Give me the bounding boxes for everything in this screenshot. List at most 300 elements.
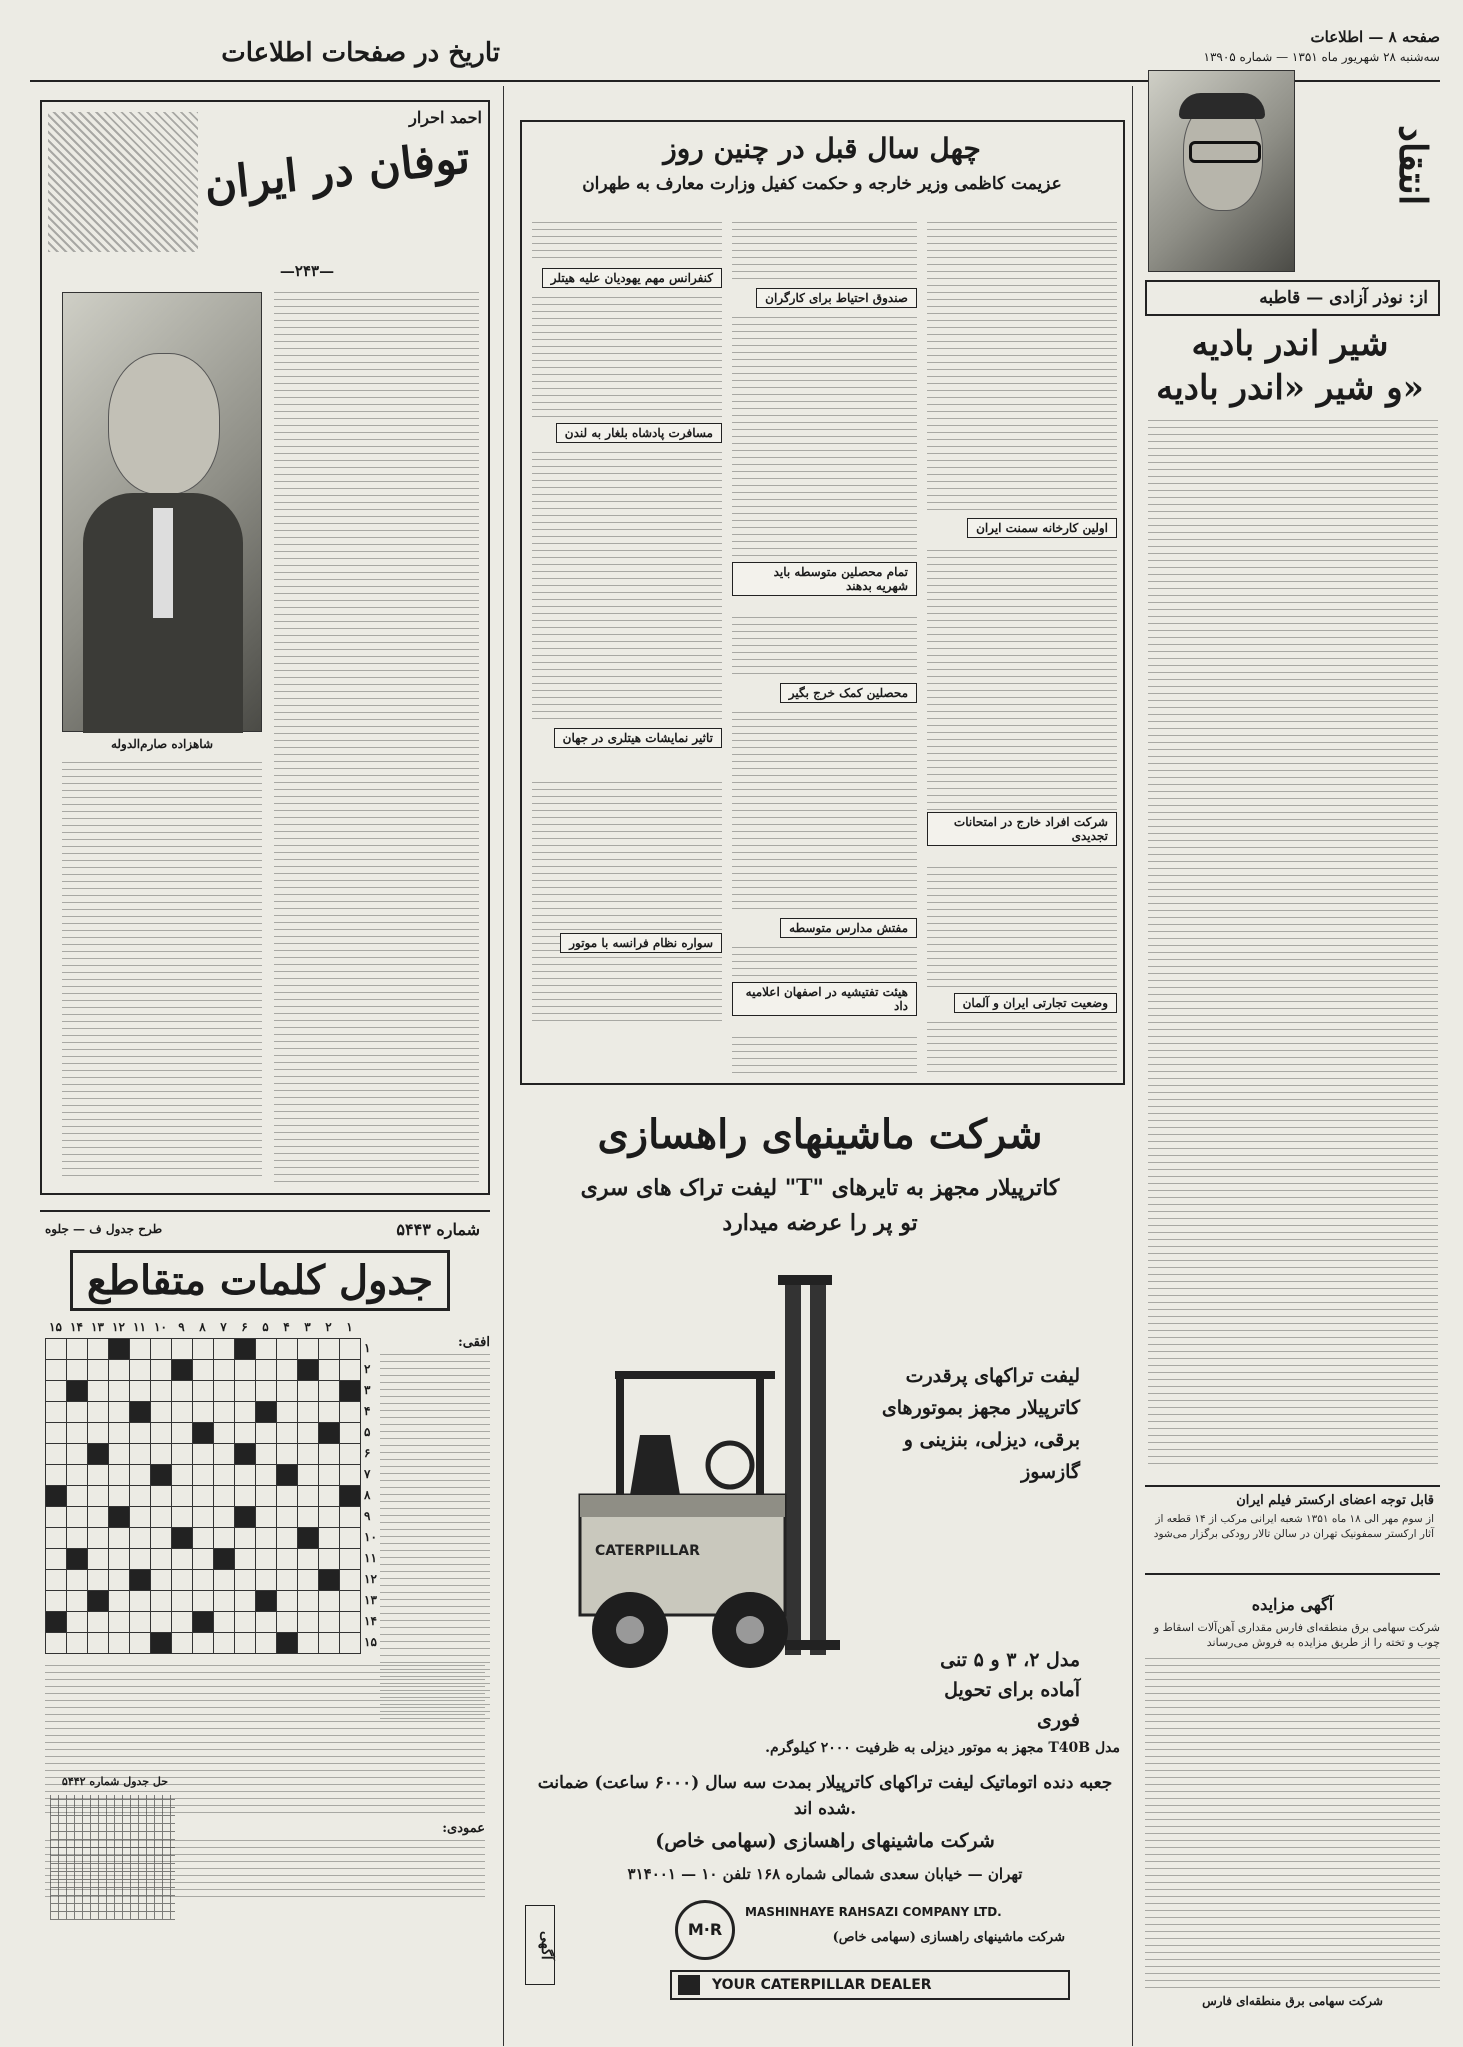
crossword-cell — [46, 1486, 67, 1507]
crossword-cell — [130, 1549, 151, 1570]
crossword-cell — [214, 1423, 235, 1444]
crossword-cell — [46, 1339, 67, 1360]
crossword-cell — [151, 1339, 172, 1360]
row-number: ۱۳ — [364, 1593, 377, 1607]
crossword-solution-label: حل جدول شماره ۵۴۴۲ — [61, 1775, 169, 1788]
col-number: ۷ — [220, 1320, 227, 1334]
crossword-cell — [46, 1381, 67, 1402]
crossword-cell — [193, 1507, 214, 1528]
crossword-cell — [67, 1465, 88, 1486]
row-number: ۱۲ — [364, 1572, 377, 1586]
crossword-cell — [340, 1339, 361, 1360]
crossword-cell — [235, 1507, 256, 1528]
col-number: ۲ — [325, 1320, 332, 1334]
history-subtitle: وضعیت تجارتی ایران و آلمان — [954, 993, 1117, 1013]
ad-feature: گازسوز — [1021, 1461, 1080, 1483]
crossword-cell — [151, 1381, 172, 1402]
crossword-cell — [277, 1507, 298, 1528]
col-number: ۸ — [199, 1320, 206, 1334]
ad-english-name: MASHINHAYE RAHSAZI COMPANY LTD. — [745, 1905, 1002, 1919]
ad-dealer-bar — [670, 1970, 1070, 2000]
crossword-cell — [340, 1486, 361, 1507]
crossword-cell — [256, 1486, 277, 1507]
crossword-cell — [277, 1402, 298, 1423]
crossword-cell — [67, 1486, 88, 1507]
crossword-cell — [151, 1633, 172, 1654]
crossword-cell — [172, 1381, 193, 1402]
row-number: ۹ — [364, 1509, 371, 1523]
col-number: ۱۱ — [133, 1320, 146, 1334]
history-box — [520, 120, 1125, 1085]
history-subtitle: محصلین کمک خرج بگیر — [780, 683, 917, 703]
crossword-cell — [88, 1507, 109, 1528]
crossword-cell — [277, 1633, 298, 1654]
crossword-cell — [172, 1633, 193, 1654]
crossword-cell — [214, 1360, 235, 1381]
crossword-cell — [88, 1402, 109, 1423]
ad-warranty: جعبه دنده اتوماتیک لیفت تراکهای کاترپیلار بمدت سه سال (۶۰۰۰ ساعت) ضمانت شده اند. — [537, 1773, 1113, 1819]
crossword-cell — [277, 1591, 298, 1612]
crossword-cell — [88, 1465, 109, 1486]
crossword-cell — [298, 1612, 319, 1633]
crossword-cell — [67, 1612, 88, 1633]
crossword-cell — [172, 1591, 193, 1612]
page-header — [1060, 28, 1440, 64]
crossword-cell — [88, 1423, 109, 1444]
crossword-cell — [214, 1570, 235, 1591]
crossword-cell — [130, 1465, 151, 1486]
crossword-down-clues — [45, 1665, 485, 2035]
ad-address: تهران — خیابان سعدی شمالی شماره ۱۶۸ تلفن ۱۰ — ۳۱۴۰۰۱ — [627, 1865, 1023, 1883]
crossword-cell — [340, 1423, 361, 1444]
col-number: ۱۲ — [112, 1320, 125, 1334]
col-number: ۱۵ — [49, 1320, 62, 1334]
crossword-cell — [151, 1423, 172, 1444]
row-number: ۴ — [364, 1404, 371, 1418]
ad-contact-name: شرکت ماشینهای راهسازی (سهامی خاص) — [655, 1830, 995, 1852]
forklift-mast — [785, 1275, 801, 1655]
crossword-cell — [88, 1444, 109, 1465]
critique-portrait — [1148, 70, 1293, 270]
tender-text: شرکت سهامی برق منطقه‌ای فارس مقداری آهن‌آلات اسقاط و چوب و تخته را از طریق مزایده به فروش می‌رساند — [1153, 1621, 1440, 1649]
crossword-cell — [214, 1633, 235, 1654]
critique-headline — [1140, 322, 1440, 410]
crossword-cell — [67, 1633, 88, 1654]
crossword-cell — [214, 1465, 235, 1486]
crossword-cell — [172, 1423, 193, 1444]
crossword-cell — [235, 1423, 256, 1444]
row-number: ۳ — [364, 1383, 371, 1397]
forklift-fork — [785, 1640, 840, 1650]
crossword-cell — [130, 1591, 151, 1612]
crossword-cell — [88, 1549, 109, 1570]
crossword-cell — [130, 1486, 151, 1507]
ad-logo — [675, 1900, 735, 1960]
crossword-cell — [172, 1528, 193, 1549]
crossword-cell — [256, 1612, 277, 1633]
critique-body-text — [1148, 420, 1438, 1470]
crossword-cell — [109, 1486, 130, 1507]
ad-model-line: مدل ۲، ۳ و ۵ تنی — [940, 1649, 1080, 1671]
crossword-cell — [340, 1633, 361, 1654]
crossword-cell — [319, 1549, 340, 1570]
crossword-cell — [235, 1339, 256, 1360]
date-line: سه‌شنبه ۲۸ شهریور ماه ۱۳۵۱ — شماره ۱۳۹۰۵ — [1203, 50, 1440, 64]
crossword-cell — [214, 1528, 235, 1549]
history-subtitle: سواره نظام فرانسه با موتور — [560, 933, 722, 953]
crossword-cell — [277, 1444, 298, 1465]
column-rule — [1132, 86, 1133, 2046]
crossword-cell — [67, 1528, 88, 1549]
crossword-cell — [235, 1570, 256, 1591]
crossword-cell — [340, 1444, 361, 1465]
crossword-cell — [130, 1612, 151, 1633]
crossword-cell — [88, 1381, 109, 1402]
crossword-cell — [46, 1612, 67, 1633]
crossword-cell — [88, 1339, 109, 1360]
crossword-cell — [46, 1549, 67, 1570]
history-headline: چهل سال قبل در چنین روز — [663, 132, 981, 165]
row-number: ۶ — [364, 1446, 371, 1460]
crossword-cell — [151, 1591, 172, 1612]
crossword-cell — [109, 1570, 130, 1591]
crossword-cell — [109, 1633, 130, 1654]
crossword-cell — [130, 1339, 151, 1360]
col-number: ۳ — [304, 1320, 311, 1334]
crossword-cell — [277, 1360, 298, 1381]
critique-headline-2: و شیر «اندر بادیه» — [1156, 368, 1424, 408]
crossword-cell — [235, 1402, 256, 1423]
forklift-seat — [630, 1435, 680, 1495]
crossword-cell — [298, 1402, 319, 1423]
down-label: عمودی: — [442, 1821, 485, 1836]
crossword-column-numbers — [45, 1320, 360, 1334]
across-label: افقی: — [457, 1335, 490, 1350]
critique-headline-1: شیر اندر بادیه — [1191, 324, 1389, 364]
crossword-title: جدول کلمات متقاطع — [70, 1250, 450, 1311]
crossword-cell — [88, 1360, 109, 1381]
crossword-cell — [109, 1528, 130, 1549]
crossword-cell — [298, 1507, 319, 1528]
crossword-cell — [340, 1591, 361, 1612]
critique-logo: انتقاد — [1391, 124, 1436, 206]
crossword-cell — [130, 1360, 151, 1381]
crossword-cell — [130, 1528, 151, 1549]
mr-logo-icon: M·R — [687, 1920, 723, 1939]
crossword-cell — [193, 1402, 214, 1423]
crossword-cell — [88, 1486, 109, 1507]
crossword-cell — [319, 1591, 340, 1612]
crossword-cell — [256, 1528, 277, 1549]
crossword-cell — [151, 1507, 172, 1528]
col-number: ۱۳ — [91, 1320, 104, 1334]
crossword-cell — [235, 1528, 256, 1549]
crossword-cell — [193, 1633, 214, 1654]
crossword-cell — [193, 1339, 214, 1360]
crossword-cell — [88, 1612, 109, 1633]
crossword-cell — [235, 1591, 256, 1612]
row-number: ۷ — [364, 1467, 371, 1481]
crossword-cell — [319, 1486, 340, 1507]
history-subtitle: تاثیر نمایشات هیتلری در جهان — [554, 728, 722, 748]
crossword-cell — [319, 1570, 340, 1591]
crossword-cell — [193, 1570, 214, 1591]
crossword-cell — [193, 1360, 214, 1381]
tufan-title: توفان در ایران — [201, 132, 473, 211]
crossword-cell — [151, 1612, 172, 1633]
crossword-cell — [172, 1570, 193, 1591]
crossword-cell — [67, 1570, 88, 1591]
crossword-cell — [235, 1444, 256, 1465]
crossword-cell — [193, 1465, 214, 1486]
crossword-cell — [151, 1444, 172, 1465]
row-number: ۲ — [364, 1362, 371, 1376]
crossword-cell — [256, 1339, 277, 1360]
forklift-brand: CATERPILLAR — [595, 1543, 700, 1559]
crossword-cell — [67, 1339, 88, 1360]
column-rule — [503, 86, 504, 2046]
ad-model-line: فوری — [1037, 1709, 1080, 1731]
crossword-cell — [130, 1444, 151, 1465]
caterpillar-ad — [520, 1105, 1125, 2040]
crossword-cell — [151, 1570, 172, 1591]
crossword-cell — [151, 1486, 172, 1507]
crossword-cell — [109, 1381, 130, 1402]
crossword-cell — [88, 1570, 109, 1591]
crossword-cell — [340, 1402, 361, 1423]
crossword-cell — [130, 1570, 151, 1591]
crossword-cell — [298, 1633, 319, 1654]
row-number: ۱۰ — [364, 1530, 377, 1544]
crossword-cell — [340, 1528, 361, 1549]
row-number: ۸ — [364, 1488, 371, 1502]
col-number: ۱۰ — [154, 1320, 167, 1334]
crossword-cell — [46, 1402, 67, 1423]
crossword-cell — [172, 1549, 193, 1570]
crossword-cell — [214, 1612, 235, 1633]
crossword-cell — [46, 1507, 67, 1528]
crossword-cell — [88, 1528, 109, 1549]
crossword-cell — [193, 1444, 214, 1465]
crossword-cell — [172, 1612, 193, 1633]
crossword-cell — [172, 1465, 193, 1486]
crossword-cell — [298, 1528, 319, 1549]
crossword-cell — [319, 1423, 340, 1444]
crossword-cell — [214, 1486, 235, 1507]
crossword-cell — [235, 1381, 256, 1402]
crossword-cell — [319, 1444, 340, 1465]
crossword-cell — [340, 1549, 361, 1570]
crossword-cell — [109, 1612, 130, 1633]
forklift-illustration — [560, 1255, 840, 1685]
crossword-cell — [46, 1591, 67, 1612]
col-number: ۶ — [241, 1320, 248, 1334]
crossword-cell — [256, 1549, 277, 1570]
crossword-cell — [109, 1549, 130, 1570]
col-number: ۵ — [262, 1320, 269, 1334]
crossword-cell — [193, 1549, 214, 1570]
glasses-icon — [1189, 141, 1261, 163]
ad-farsi-small: شرکت ماشینهای راهسازی (سهامی خاص) — [832, 1930, 1065, 1945]
crossword-cell — [109, 1360, 130, 1381]
tufan-portrait — [62, 292, 262, 732]
crossword-cell — [109, 1507, 130, 1528]
crossword-cell — [319, 1339, 340, 1360]
crossword-cell — [277, 1381, 298, 1402]
crossword-cell — [298, 1360, 319, 1381]
crossword-cell — [67, 1591, 88, 1612]
history-subtitle: کنفرانس مهم یهودیان علیه هیتلر — [542, 268, 722, 288]
crossword-cell — [235, 1360, 256, 1381]
crossword-cell — [298, 1570, 319, 1591]
row-number: ۱۱ — [364, 1551, 377, 1565]
ad-feature: لیفت تراکهای پرقدرت — [905, 1365, 1080, 1387]
crossword-cell — [67, 1444, 88, 1465]
crossword-cell — [46, 1444, 67, 1465]
crossword-cell — [214, 1339, 235, 1360]
crossword-cell — [109, 1444, 130, 1465]
crossword-cell — [277, 1423, 298, 1444]
crossword-cell — [151, 1402, 172, 1423]
crossword-cell — [256, 1381, 277, 1402]
crossword-cell — [340, 1360, 361, 1381]
crossword-cell — [256, 1633, 277, 1654]
crossword-cell — [151, 1528, 172, 1549]
tufan-box — [40, 100, 490, 1195]
ad-feature: کاترپیلار مجهز بموتورهای — [881, 1397, 1080, 1419]
section-title: تاریخ در صفحات اطلاعات — [221, 38, 500, 68]
history-subtitle: تمام محصلین متوسطه باید شهریه بدهند — [732, 562, 917, 596]
crossword-cell — [151, 1549, 172, 1570]
tufan-episode: —۲۴۳— — [279, 262, 335, 280]
crossword-cell — [109, 1339, 130, 1360]
history-subtitle: مسافرت پادشاه بلغار به لندن — [556, 423, 722, 443]
crossword-cell — [298, 1465, 319, 1486]
crossword-cell — [340, 1612, 361, 1633]
crossword-cell — [130, 1423, 151, 1444]
ad-dealer: YOUR CATERPILLAR DEALER — [712, 1977, 932, 1993]
ad-model-line: آماده برای تحویل — [944, 1679, 1080, 1701]
crossword-cell — [319, 1633, 340, 1654]
ad-feature: برقی، دیزلی، بنزینی و — [903, 1429, 1080, 1451]
crossword-cell — [298, 1549, 319, 1570]
crossword-cell — [109, 1402, 130, 1423]
tender-sign: شرکت سهامی برق منطقه‌ای فارس — [1202, 1994, 1383, 2008]
crossword-cell — [193, 1528, 214, 1549]
crossword-cell — [151, 1360, 172, 1381]
crossword-cell — [172, 1360, 193, 1381]
row-number: ۱۴ — [364, 1614, 377, 1628]
history-subtitle: شرکت افراد خارج در امتحانات تجدیدی — [927, 812, 1117, 846]
crossword-solution-grid — [50, 1795, 175, 1920]
crossword-cell — [340, 1381, 361, 1402]
crossword-cell — [67, 1402, 88, 1423]
crossword-cell — [256, 1360, 277, 1381]
crossword-cell — [214, 1444, 235, 1465]
crossword-cell — [193, 1486, 214, 1507]
crossword-cell — [319, 1612, 340, 1633]
crossword-cell — [319, 1381, 340, 1402]
steering-wheel-icon — [708, 1443, 752, 1487]
crossword-cell — [172, 1507, 193, 1528]
crossword-cell — [193, 1612, 214, 1633]
tufan-caption: شاهزاده صارم‌الدوله — [110, 737, 214, 751]
history-subtitle: اولین کارخانه سمنت ایران — [967, 518, 1117, 538]
crossword-cell — [88, 1633, 109, 1654]
crossword-grid — [45, 1338, 361, 1654]
crossword-cell — [193, 1423, 214, 1444]
ad-models — [880, 1645, 1080, 1735]
crossword-cell — [298, 1486, 319, 1507]
crossword-cell — [214, 1381, 235, 1402]
crossword-cell — [256, 1423, 277, 1444]
crossword-cell — [130, 1381, 151, 1402]
crossword-cell — [340, 1507, 361, 1528]
history-subtitle: هیئت تفتیشیه در اصفهان اعلامیه داد — [732, 982, 917, 1016]
notice-title: قابل توجه اعضای ارکستر فیلم ایران — [1236, 1493, 1434, 1508]
forklift-mast — [810, 1275, 826, 1655]
crossword-cell — [298, 1339, 319, 1360]
ad-features — [850, 1360, 1080, 1488]
crossword-cell — [277, 1465, 298, 1486]
crossword-cell — [130, 1633, 151, 1654]
crossword-cell — [256, 1570, 277, 1591]
crossword-cell — [235, 1633, 256, 1654]
crossword-cell — [256, 1591, 277, 1612]
crossword-cell — [277, 1549, 298, 1570]
crossword-cell — [214, 1507, 235, 1528]
crossword-cell — [193, 1381, 214, 1402]
row-number: ۱ — [364, 1341, 371, 1355]
crossword-cell — [277, 1486, 298, 1507]
crossword-cell — [340, 1570, 361, 1591]
crossword-cell — [67, 1360, 88, 1381]
crossword-cell — [109, 1465, 130, 1486]
crossword-cell — [172, 1402, 193, 1423]
page-label: صفحه ۸ — اطلاعات — [1310, 28, 1440, 46]
crossword-cell — [298, 1423, 319, 1444]
crossword-cell — [256, 1444, 277, 1465]
crossword-cell — [67, 1423, 88, 1444]
crossword-cell — [88, 1591, 109, 1612]
tufan-author: احمد احرار — [409, 108, 482, 127]
crossword-cell — [67, 1549, 88, 1570]
ad-headline-2: تو پر را عرضه میدارد — [722, 1210, 918, 1236]
crossword-cell — [235, 1549, 256, 1570]
crossword-number: شماره ۵۴۴۳ — [396, 1220, 480, 1239]
crossword-cell — [214, 1591, 235, 1612]
caterpillar-logo-icon — [678, 1975, 700, 1995]
crossword-cell — [235, 1465, 256, 1486]
ad-side-tag: آگهی — [525, 1905, 555, 1985]
crossword-cell — [151, 1465, 172, 1486]
crossword-cell — [340, 1465, 361, 1486]
history-subtitle: صندوق احتیاط برای کارگران — [756, 288, 917, 308]
crossword-cell — [319, 1507, 340, 1528]
crossword-cell — [298, 1381, 319, 1402]
crossword-cell — [298, 1444, 319, 1465]
crossword-cell — [319, 1465, 340, 1486]
crossword-cell — [172, 1486, 193, 1507]
crossword-cell — [46, 1633, 67, 1654]
crossword-cell — [46, 1570, 67, 1591]
crossword-cell — [277, 1528, 298, 1549]
crossword-cell — [319, 1360, 340, 1381]
crossword-cell — [235, 1486, 256, 1507]
crossword-cell — [130, 1507, 151, 1528]
crossword-cell — [298, 1591, 319, 1612]
row-number: ۱۵ — [364, 1635, 377, 1649]
